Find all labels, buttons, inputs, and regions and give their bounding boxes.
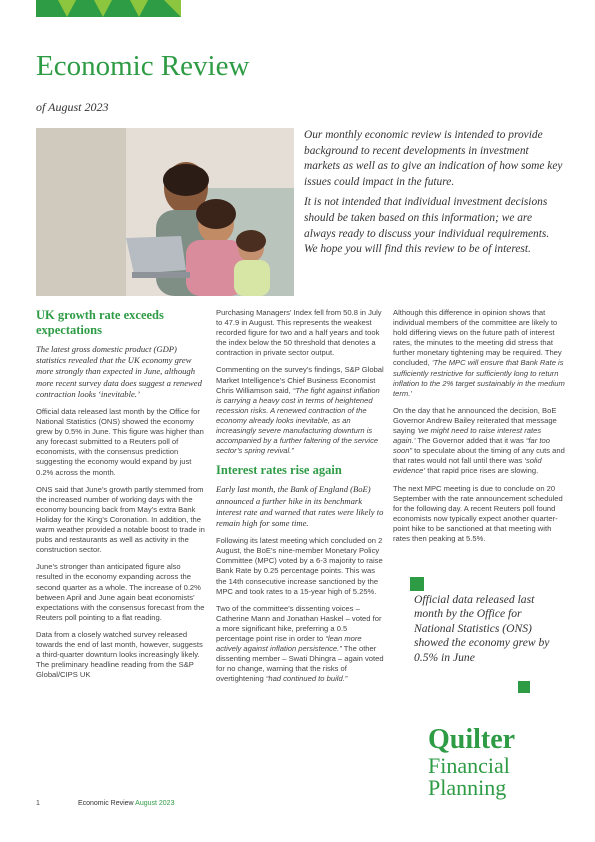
header-decorative-band xyxy=(36,0,181,17)
quotation: “lean more actively against inflation persistence.” xyxy=(216,633,362,654)
decorative-triangles-icon xyxy=(36,0,181,17)
body-paragraph: The next MPC meeting is due to conclude on 20 September with the rate announcement scheduled for the following day. A recent Reuters poll found economists now typically expect another quarter-point hike to be sanctioned at that meeting with rates then peaking at 5.5%. xyxy=(393,483,563,543)
body-text: Commenting on the survey’s findings, S&P Global Market Intelligence’s Chief Business Economist Chris Williamson said, xyxy=(216,365,384,395)
quotation: “had continued to build.” xyxy=(265,674,348,684)
body-paragraph: Official data released last month by the Office for National Statistics (ONS) showed the economy grew by 0.5% in June. This figure was higher than any forecast submitted to a Reuters poll of economists, with the consensus prediction suggesting the economy would expand by just 0.2% across the month. xyxy=(36,407,204,477)
article-column-3 xyxy=(393,308,565,551)
page-title: Economic Review xyxy=(36,50,250,82)
article-column-2 xyxy=(216,308,386,691)
quotation: ‘The MPC will ensure that Bank Rate is sufficiently restrictive for sufficiently long to return inflation to the 2% target sustainably in the medium term.’ xyxy=(393,358,565,398)
quotation: “far too soon” xyxy=(393,436,550,456)
intro-text xyxy=(304,128,564,263)
family-photo-illustration-icon xyxy=(36,128,294,296)
quotation: ‘we might need to raise interest rates again.’ xyxy=(393,426,542,446)
section-lead-interest-rates: Early last month, the Bank of England (BoE) announced a further hike in its benchmark interest rate and warned that rates were likely to remain high for some time. xyxy=(216,484,384,528)
logo-line-1: Quilter xyxy=(428,724,516,755)
body-paragraph: June’s stronger than anticipated figure also resulted in the economy expanding across the second quarter as a whole. The increase of 0.2% between April and June again beat economists’ expectations with the consensus forecast from the Reuters poll pointing to a flat reading. xyxy=(36,562,205,622)
body-text: The other dissenting member – Swati Dhingra – again voted for no change, warning that the risks of overtightening xyxy=(216,644,384,684)
body-text: to speculate about the timing of any cuts and that rates would not fall until there was xyxy=(393,446,565,466)
body-paragraph: Data from a closely watched survey released towards the end of last month, however, suggests a third-quarter downturn looks increasingly likely. The preliminary headline reading from the S&P Global/CIPS UK xyxy=(36,629,203,680)
intro-paragraph-1: Our monthly economic review is intended to provide background to recent developments in investment markets as well as to give an indication of how some key issues could impact in the future. xyxy=(304,129,563,188)
quote-corner-icon xyxy=(518,681,530,693)
body-text: that rapid price rises are slowing. xyxy=(425,466,539,476)
section-heading-uk-growth: UK growth rate exceeds expectations xyxy=(36,308,164,337)
section-heading-interest-rates: Interest rates rise again xyxy=(216,463,342,478)
body-text: The Governor added that it was xyxy=(415,436,526,446)
section-lead-uk-growth: The latest gross domestic product (GDP) statistics revealed that the UK economy grew more strongly than expected in June, although more recent survey data does suggest a renewed contraction looks ‘inevitable.’ xyxy=(36,344,202,399)
body-paragraph: Following its latest meeting which concluded on 2 August, the BoE’s nine-member Monetary Policy Committee (MPC) voted by a 6-3 majority to raise Bank Rate by 0.25 percentage points. This was the 14th consecutive increase sanctioned by the MPC and took rates to a 15-year high of 5.25%. xyxy=(216,536,383,596)
quilter-logo xyxy=(428,725,563,799)
article-column-1 xyxy=(36,308,206,687)
footer-publication: Economic Review xyxy=(77,800,134,807)
body-text: On the day that he announced the decision, BoE Governor Andrew Bailey reiterated that message saying xyxy=(393,405,557,436)
body-text: Although this difference in opinion shows that individual members of the committee are likely to hold differing views on the future path of interest rates, the minutes to the meeting did stress that further monetary tightening may be required. They concluded, xyxy=(393,308,562,368)
body-paragraph-quote xyxy=(216,365,386,456)
pull-quote-text: Official data released last month by the Office for National Statistics (ONS) showed the economy grew by 0.5% in June xyxy=(414,593,550,664)
quotation: ‘solid evidence’ xyxy=(393,456,542,476)
logo-line-3: Planning xyxy=(428,775,507,800)
family-laptop-photo xyxy=(36,128,294,296)
intro-paragraph-2: It is not intended that individual investment decisions should be taken based on this information; we are always ready to discuss your individual requirements. We hope you will find this review to be of interest. xyxy=(304,196,550,256)
footer-date: August 2023 xyxy=(135,800,175,807)
page-footer xyxy=(36,800,174,807)
body-text: Two of the committee’s dissenting voices – Catherine Mann and Jonathan Haskel – voted for a more significant hike, preferring a 0.5 percentage point rise in order to xyxy=(216,603,382,643)
body-paragraph-quote xyxy=(216,604,386,685)
body-paragraph: Purchasing Managers’ Index fell from 50.8 in July to 47.9 in August. This represents the weakest recorded figure for two and a half years and took the index below the 50 threshold that denotes a contraction in private sector output. xyxy=(216,308,382,358)
logo-line-2: Financial xyxy=(428,753,510,778)
quotation: “The fight against inflation is carrying a heavy cost in terms of heightened recession risks. A renewed contraction of the economy already looks inevitable, as an increasingly severe manufacturing downturn is accompanied by a further faltering of the service sector’s spring revival.” xyxy=(216,385,380,456)
issue-date: of August 2023 xyxy=(36,100,109,114)
pull-quote xyxy=(398,585,550,693)
page-number: 1 xyxy=(36,800,40,807)
body-paragraph-quote xyxy=(393,308,565,399)
body-paragraph: ONS said that June’s growth partly stemmed from the increased number of working days with the economy bouncing back from May’s extra Bank Holiday for the King’s Coronation. In addition, the warm weather provided a notable boost to trade in pubs and restaurants as well as activity in the construction sector. xyxy=(36,484,205,555)
body-paragraph-quote xyxy=(393,406,565,477)
quote-corner-icon xyxy=(410,577,424,591)
